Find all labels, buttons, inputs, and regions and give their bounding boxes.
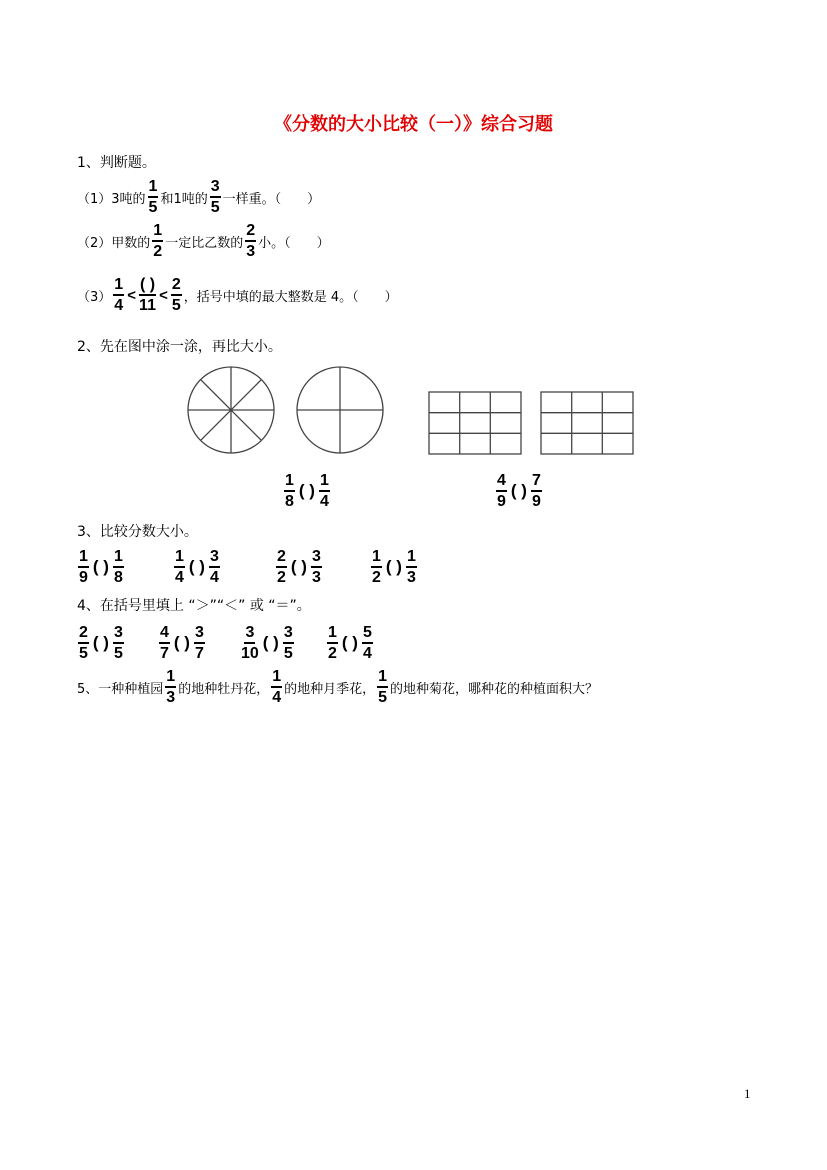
numerator: 7 <box>531 472 542 492</box>
denominator: 8 <box>285 493 294 510</box>
q2-figures <box>180 362 650 462</box>
fraction <box>327 624 338 662</box>
denominator: 5 <box>283 645 293 662</box>
fraction <box>148 178 159 216</box>
numerator: 2 <box>276 548 287 568</box>
answer-blank[interactable]: ( ) <box>173 633 190 652</box>
answer-blank[interactable]: ( ) <box>92 557 109 576</box>
denominator: 7 <box>160 645 169 662</box>
numerator: 1 <box>406 548 417 568</box>
q1-item-3-suffix[interactable]: ，括号中填的最大整数是 4。（ ） <box>183 289 398 305</box>
numerator: 3 <box>194 624 205 644</box>
fraction <box>283 624 294 662</box>
fraction <box>78 548 89 586</box>
answer-blank[interactable]: ( ) <box>188 557 205 576</box>
denominator: 2 <box>153 243 163 260</box>
fraction <box>362 624 373 662</box>
q1-item-1-mid: 和1吨的 <box>160 191 208 207</box>
denominator: 5 <box>79 645 88 662</box>
numerator: 1 <box>165 668 176 688</box>
q3-compare-2 <box>172 548 222 586</box>
q5-question <box>77 668 598 706</box>
q5-text-1: 5、一种种植园 <box>77 681 164 697</box>
denominator: 2 <box>372 569 381 586</box>
denominator: 5 <box>210 199 220 216</box>
numerator: 3 <box>113 624 124 644</box>
numerator: 1 <box>78 548 89 568</box>
page-number: 1 <box>744 1086 751 1101</box>
denominator: 11 <box>139 297 156 314</box>
denominator: 4 <box>175 569 184 586</box>
numerator: 1 <box>371 548 382 568</box>
q2-compare-right <box>494 472 544 510</box>
numerator: 3 <box>283 624 294 644</box>
fraction <box>531 472 542 510</box>
numerator: 3 <box>210 178 221 198</box>
fraction <box>78 624 89 662</box>
numerator: 1 <box>271 668 282 688</box>
grid-3x3-right[interactable] <box>541 392 633 454</box>
less-than-sign: < <box>127 286 136 304</box>
answer-blank[interactable]: ( ) <box>510 481 527 500</box>
denominator: 8 <box>113 569 123 586</box>
numerator: 4 <box>496 472 507 492</box>
denominator: 4 <box>362 645 372 662</box>
fraction <box>271 668 282 706</box>
denominator: 9 <box>497 493 506 510</box>
q4-compare-4 <box>325 624 375 662</box>
fraction <box>284 472 295 510</box>
denominator: 4 <box>209 569 219 586</box>
numerator: 2 <box>78 624 89 644</box>
denominator: 4 <box>319 493 329 510</box>
q4-compare-3 <box>239 624 296 662</box>
q2-heading: 2、先在图中涂一涂，再比大小。 <box>77 339 282 355</box>
page-title: 《分数的大小比较（一）》综合习题 <box>274 114 553 135</box>
q3-compare-1 <box>76 548 126 586</box>
q1-item-2-prefix: （2）甲数的 <box>77 235 151 251</box>
fraction <box>159 624 170 662</box>
denominator: 2 <box>277 569 286 586</box>
denominator: 4 <box>114 297 124 314</box>
circle-eighths[interactable] <box>188 367 274 453</box>
denominator: 5 <box>171 297 181 314</box>
numerator: 1 <box>174 548 185 568</box>
answer-blank[interactable]: ( ) <box>262 633 279 652</box>
q2-compare-left <box>282 472 332 510</box>
denominator: 5 <box>378 689 388 706</box>
answer-blank[interactable]: ( ) <box>290 557 307 576</box>
numerator: 1 <box>152 222 163 242</box>
q3-compare-4 <box>369 548 419 586</box>
numerator: 1 <box>113 276 124 296</box>
numerator: 1 <box>377 668 388 688</box>
circle-quarters[interactable] <box>297 367 383 453</box>
numerator: 3 <box>244 624 255 644</box>
q1-item-3-prefix: （3） <box>77 289 112 305</box>
fraction <box>319 472 330 510</box>
numerator: 2 <box>245 222 256 242</box>
fraction <box>152 222 163 260</box>
fraction <box>165 668 176 706</box>
fraction <box>194 624 205 662</box>
q1-item-3 <box>77 276 398 314</box>
denominator: 3 <box>406 569 416 586</box>
numerator: 2 <box>171 276 182 296</box>
q4-compare-2 <box>157 624 207 662</box>
fraction <box>139 276 156 314</box>
fraction <box>113 624 124 662</box>
numerator: 3 <box>311 548 322 568</box>
denominator: 4 <box>272 689 282 706</box>
q1-heading: 1、判断题。 <box>77 155 156 171</box>
denominator: 3 <box>246 243 256 260</box>
fraction <box>496 472 507 510</box>
q5-text-4: 的地种菊花，哪种花的种植面积大？ <box>390 681 599 697</box>
answer-blank[interactable]: ( ) <box>92 633 109 652</box>
fraction <box>171 276 182 314</box>
fraction <box>276 548 287 586</box>
numerator: 1 <box>319 472 330 492</box>
numerator: 4 <box>159 624 170 644</box>
fraction <box>113 548 124 586</box>
fraction <box>406 548 417 586</box>
q5-text-3: 的地种月季花， <box>284 681 376 697</box>
grid-3x3-left[interactable] <box>429 392 521 454</box>
fraction <box>241 624 259 662</box>
fraction <box>371 548 382 586</box>
answer-blank[interactable]: ( ) <box>385 557 402 576</box>
numerator: 1 <box>148 178 159 198</box>
denominator: 10 <box>241 645 259 662</box>
q3-heading: 3、比较分数大小。 <box>77 524 198 540</box>
less-than-sign: < <box>159 286 168 304</box>
denominator: 3 <box>311 569 321 586</box>
q3-compare-3 <box>274 548 324 586</box>
fraction <box>377 668 388 706</box>
q1-item-2-suffix[interactable]: 小。（ ） <box>258 235 330 251</box>
q5-text-2: 的地种牡丹花， <box>178 681 270 697</box>
q1-item-1-suffix[interactable]: 一样重。（ ） <box>222 191 321 207</box>
q4-compare-1 <box>76 624 126 662</box>
numerator-blank[interactable]: ( ) <box>139 276 156 296</box>
numerator: 1 <box>327 624 338 644</box>
fraction <box>174 548 185 586</box>
numerator: 1 <box>113 548 124 568</box>
denominator: 7 <box>194 645 204 662</box>
q1-item-2 <box>77 222 330 260</box>
denominator: 5 <box>113 645 123 662</box>
answer-blank[interactable]: ( ) <box>341 633 358 652</box>
numerator: 1 <box>284 472 295 492</box>
q1-item-1-prefix: （1）3吨的 <box>77 191 146 207</box>
numerator: 3 <box>209 548 220 568</box>
denominator: 2 <box>328 645 337 662</box>
denominator: 5 <box>148 199 158 216</box>
fraction <box>209 548 220 586</box>
q1-item-2-mid: 一定比乙数的 <box>165 235 244 251</box>
fraction <box>311 548 322 586</box>
fraction <box>113 276 124 314</box>
q4-heading: 4、在括号里填上 “＞”“＜” 或 “＝”。 <box>77 598 311 614</box>
denominator: 3 <box>166 689 176 706</box>
answer-blank[interactable]: ( ) <box>298 481 315 500</box>
q1-item-1 <box>77 178 320 216</box>
fraction <box>245 222 256 260</box>
fraction <box>210 178 221 216</box>
numerator: 5 <box>362 624 373 644</box>
denominator: 9 <box>79 569 88 586</box>
denominator: 9 <box>531 493 541 510</box>
